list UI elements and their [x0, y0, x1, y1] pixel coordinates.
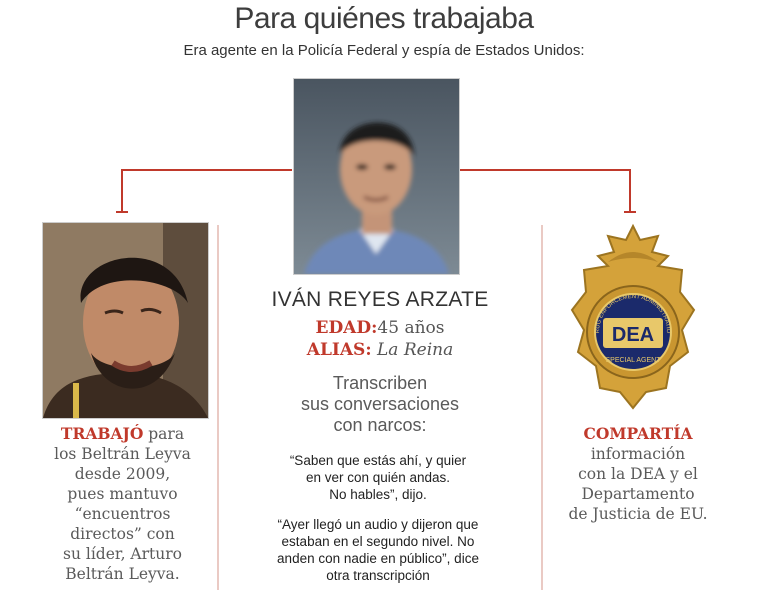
- age-row: [230, 318, 530, 338]
- dea-badge-bottom-text: SPECIAL AGENT: [605, 357, 661, 364]
- connector-right: [458, 170, 630, 212]
- alias-row: [230, 340, 530, 360]
- arturo-beltran-photo: [42, 222, 209, 419]
- left-keyword: TRABAJÓ: [60, 424, 144, 443]
- alias-value: La Reina: [377, 340, 454, 360]
- connector-left: [122, 170, 292, 212]
- ivan-reyes-photo: [293, 78, 460, 275]
- age-label: EDAD:: [315, 318, 378, 338]
- alias-label: ALIAS:: [306, 340, 372, 360]
- transcript-quote-2: “Ayer llegó un audio y dijeron que estaban en el segundo nivel. No anden con nadie en público”, dice otra transcripción: [277, 517, 479, 583]
- page-title: Para quiénes trabajaba: [234, 2, 534, 35]
- subject-name: IVÁN REYES ARZATE: [271, 288, 489, 311]
- right-keyword: COMPARTÍA: [583, 424, 693, 443]
- transcript-heading: Transcriben sus conversaciones con narcos:: [300, 373, 460, 435]
- left-description: TRABAJÓ para los Beltrán Leyva desde 2009, pues mantuvo “encuentros directos” con su líder, Arturo Beltrán Leyva.: [54, 424, 191, 583]
- age-value: 45 años: [377, 318, 445, 338]
- page-subtitle: Era agente en la Policía Federal y espía de Estados Unidos:: [183, 42, 585, 59]
- right-description: COMPARTÍA información con la DEA y el Departamento de Justicia de EU.: [548, 424, 728, 524]
- dea-badge: [568, 222, 698, 412]
- dea-badge-top-text: RUG ENFORCEMENT ADMINISTRATIO: [594, 293, 672, 334]
- transcript-quote-1: “Saben que estás ahí, y quier en ver con quién andas. No hables”, dijo.: [289, 453, 467, 502]
- dea-badge-center-text: DEA: [611, 324, 655, 346]
